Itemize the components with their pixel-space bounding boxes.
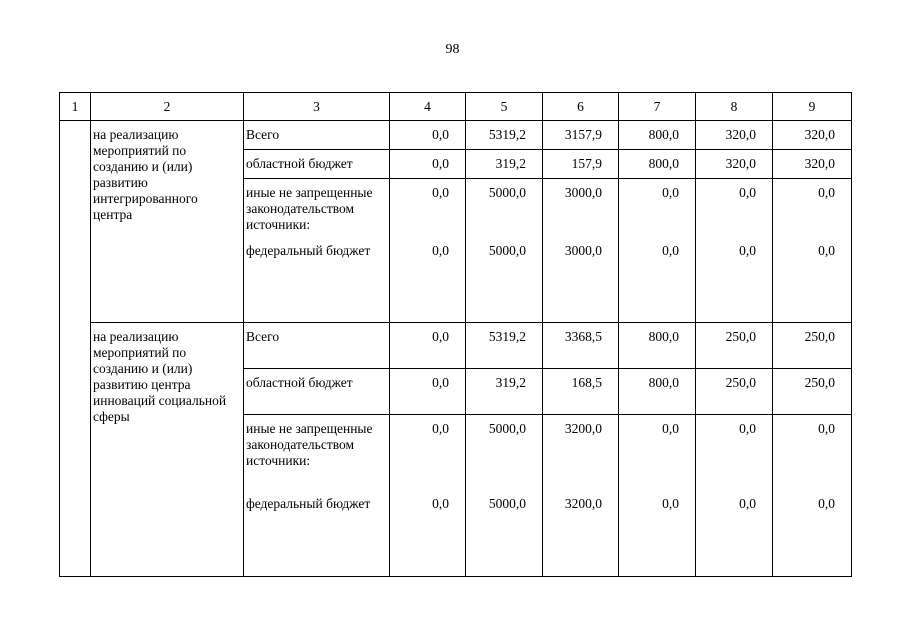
value-cell: 0,0 [773, 496, 852, 577]
value-cell: 5000,0 [466, 179, 543, 243]
value-cell: 0,0 [773, 179, 852, 243]
value-cell: 250,0 [696, 369, 773, 415]
value-cell: 319,2 [466, 150, 543, 179]
value-cell: 168,5 [543, 369, 619, 415]
value-cell: 0,0 [390, 243, 466, 323]
funding-source: федеральный бюджет [244, 243, 390, 323]
table-header-row [60, 93, 852, 121]
funding-source: федеральный бюджет [244, 496, 390, 577]
value-cell: 0,0 [696, 415, 773, 496]
table-row [60, 323, 852, 369]
value-cell: 157,9 [543, 150, 619, 179]
value-cell: 0,0 [619, 415, 696, 496]
column-header: 1 [60, 93, 91, 121]
column-header: 8 [696, 93, 773, 121]
column-header: 9 [773, 93, 852, 121]
value-cell: 3000,0 [543, 179, 619, 243]
value-cell: 800,0 [619, 150, 696, 179]
value-cell: 0,0 [619, 179, 696, 243]
value-cell: 5000,0 [466, 415, 543, 496]
value-cell: 3200,0 [543, 415, 619, 496]
funding-source: Всего [244, 121, 390, 150]
value-cell: 3200,0 [543, 496, 619, 577]
value-cell: 0,0 [390, 179, 466, 243]
column-header: 2 [91, 93, 244, 121]
value-cell: 3368,5 [543, 323, 619, 369]
value-cell: 320,0 [696, 150, 773, 179]
value-cell: 0,0 [390, 369, 466, 415]
value-cell: 0,0 [773, 415, 852, 496]
funding-source: областной бюджет [244, 369, 390, 415]
value-cell: 0,0 [390, 415, 466, 496]
value-cell: 0,0 [773, 243, 852, 323]
value-cell: 320,0 [773, 150, 852, 179]
value-cell: 0,0 [696, 496, 773, 577]
row-number-cell [60, 121, 91, 577]
column-header: 4 [390, 93, 466, 121]
value-cell: 800,0 [619, 121, 696, 150]
value-cell: 3000,0 [543, 243, 619, 323]
value-cell: 5319,2 [466, 121, 543, 150]
value-cell: 0,0 [696, 179, 773, 243]
value-cell: 5319,2 [466, 323, 543, 369]
value-cell: 5000,0 [466, 496, 543, 577]
measure-description: на реализацию мероприятий по созданию и (или) развитию центра инноваций социальной сферы [91, 323, 244, 577]
funding-source: Всего [244, 323, 390, 369]
value-cell: 0,0 [390, 496, 466, 577]
column-header: 5 [466, 93, 543, 121]
value-cell: 250,0 [696, 323, 773, 369]
funding-source: областной бюджет [244, 150, 390, 179]
value-cell: 3157,9 [543, 121, 619, 150]
value-cell: 0,0 [390, 323, 466, 369]
measure-description: на реализацию мероприятий по созданию и (или) развитию интегрированного центра [91, 121, 244, 323]
column-header: 7 [619, 93, 696, 121]
value-cell: 0,0 [619, 496, 696, 577]
value-cell: 0,0 [390, 121, 466, 150]
table-row [60, 121, 852, 150]
budget-table [59, 92, 852, 577]
page-number: 98 [445, 42, 460, 57]
column-header: 6 [543, 93, 619, 121]
value-cell: 320,0 [773, 121, 852, 150]
value-cell: 0,0 [696, 243, 773, 323]
value-cell: 800,0 [619, 369, 696, 415]
value-cell: 250,0 [773, 323, 852, 369]
column-header: 3 [244, 93, 390, 121]
value-cell: 800,0 [619, 323, 696, 369]
value-cell: 319,2 [466, 369, 543, 415]
value-cell: 320,0 [696, 121, 773, 150]
funding-source: иные не запрещенные законодательством источники: [244, 179, 390, 243]
value-cell: 250,0 [773, 369, 852, 415]
value-cell: 0,0 [390, 150, 466, 179]
value-cell: 5000,0 [466, 243, 543, 323]
funding-source: иные не запрещенные законодательством источники: [244, 415, 390, 496]
value-cell: 0,0 [619, 243, 696, 323]
